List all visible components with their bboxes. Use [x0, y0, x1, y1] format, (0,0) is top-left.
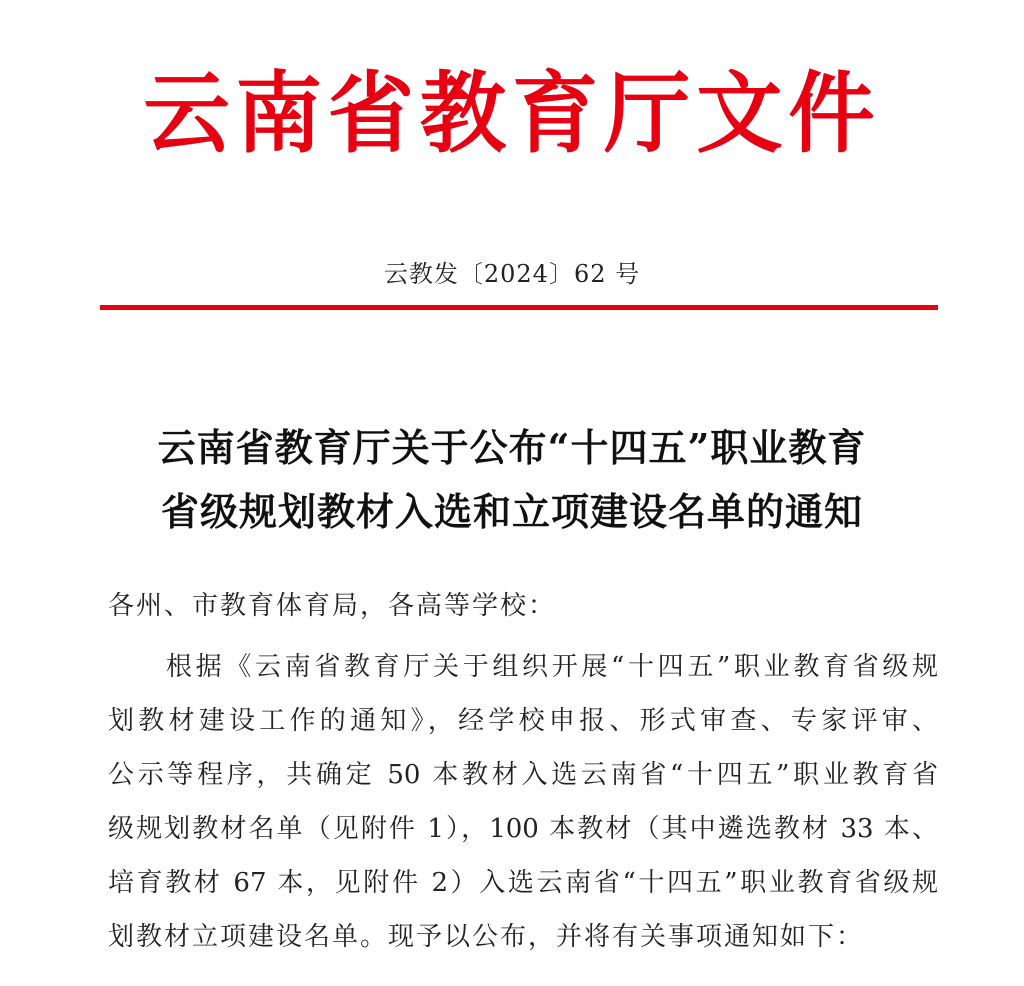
title-line: 云南省教育厅关于公布“十四五”职业教育 [157, 425, 867, 470]
red-divider-line [100, 305, 938, 310]
body-paragraph [108, 645, 938, 969]
title-line: 省级规划教材入选和立项建设名单的通知 [160, 489, 863, 534]
body-line: 划教材建设工作的通知》，经学校申报、形式审查、专家评审、 [108, 706, 938, 736]
body-line: 培育教材 67 本，见附件 2）入选云南省“十四五”职业教育省级规 [108, 868, 938, 898]
body-line: 根据《云南省教育厅关于组织开展“十四五”职业教育省级规 [166, 652, 938, 682]
document-masthead: 云南省教育厅文件 [143, 61, 881, 165]
body-line: 公示等程序，共确定 50 本教材入选云南省“十四五”职业教育省 [108, 760, 938, 790]
document-number: 云教发〔2024〕62 号 [383, 260, 641, 288]
document-title [0, 416, 1024, 544]
salutation: 各州、市教育体育局，各高等学校： [108, 591, 557, 621]
body-line: 划教材立项建设名单。现予以公布，并将有关事项通知如下： [108, 922, 865, 952]
body-line: 级规划教材名单（见附件 1），100 本教材（其中遴选教材 33 本、 [108, 814, 938, 844]
